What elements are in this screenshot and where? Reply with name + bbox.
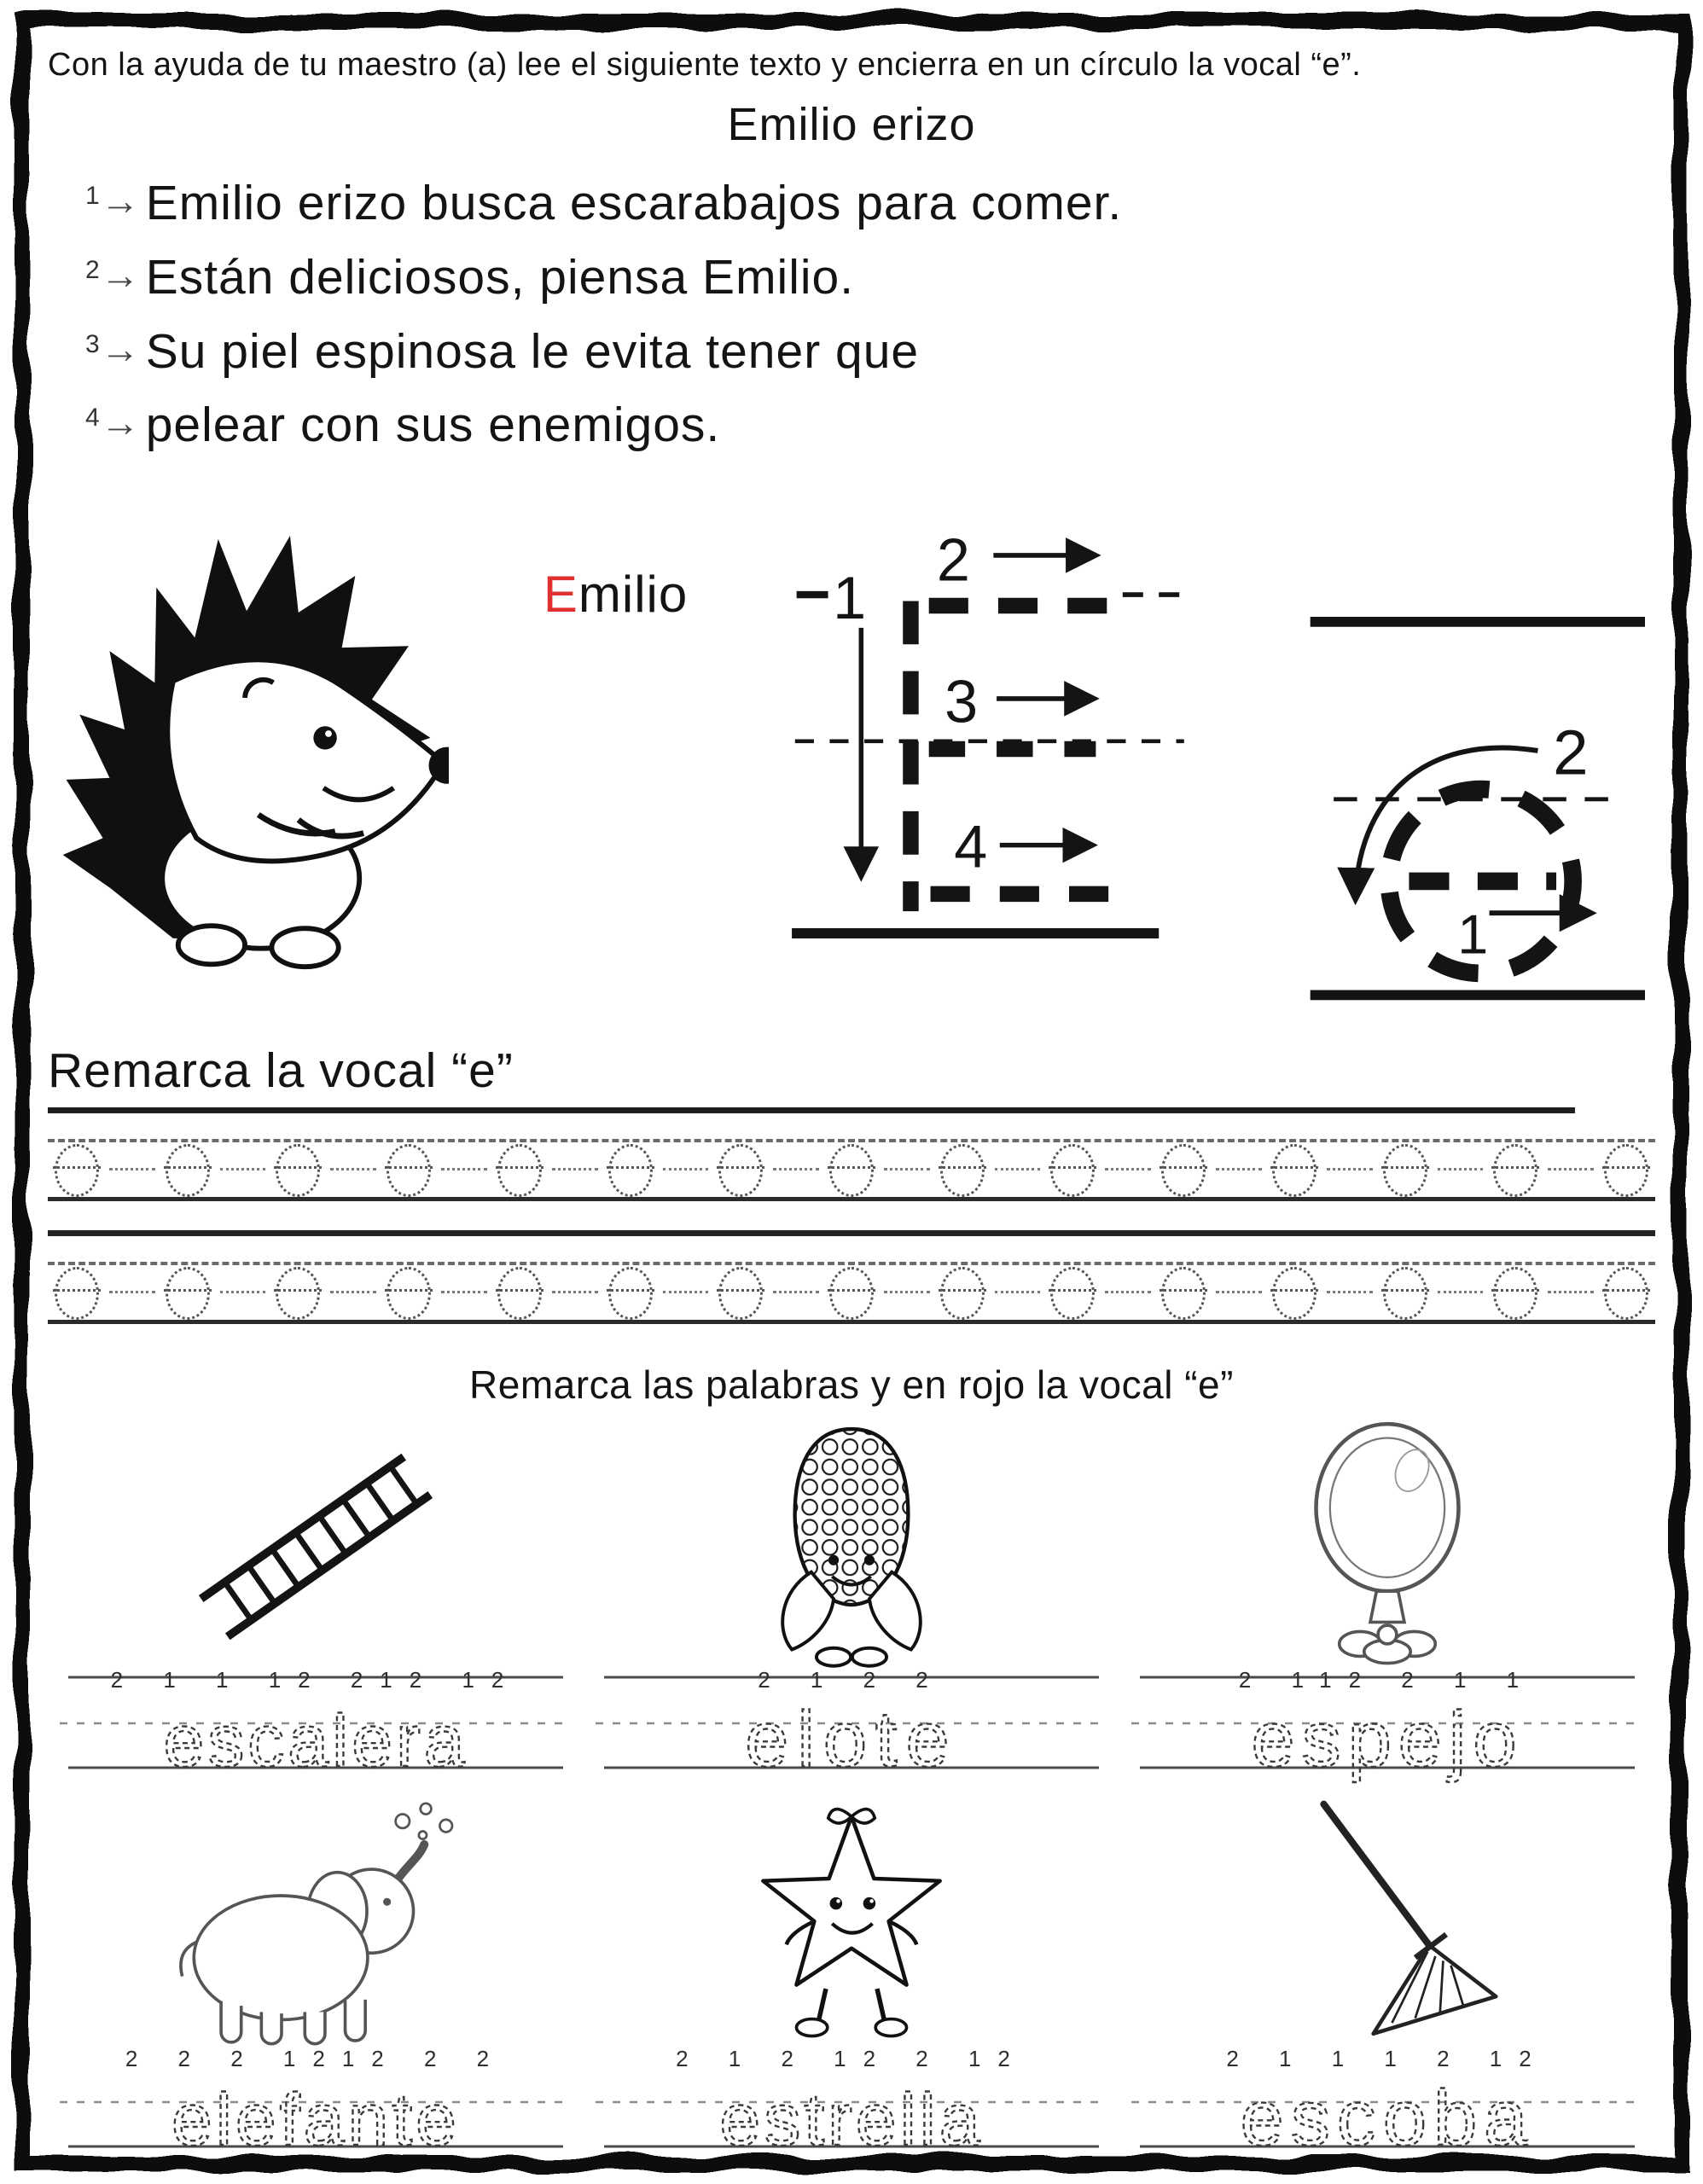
- dotted-letter-e: [829, 1267, 874, 1320]
- dotted-separator: [1438, 1291, 1484, 1293]
- letter-midline: [1160, 1166, 1207, 1169]
- letter-midline: [828, 1289, 875, 1292]
- dotted-separator: [663, 1291, 709, 1293]
- name-rest: milio: [578, 565, 689, 623]
- e-trace-row: [48, 1139, 1655, 1201]
- svg-text:elefante: elefante: [171, 2078, 461, 2161]
- dotted-letter-e: [55, 1144, 99, 1197]
- dotted-separator: [995, 1168, 1041, 1170]
- letter-midline: [1049, 1166, 1096, 1169]
- lowercase-e-tracing-guide: [1287, 575, 1655, 1010]
- dotted-letter-e: [387, 1267, 431, 1320]
- letter-midline: [274, 1289, 322, 1292]
- stroke-order-numbers: 2 1 2 2: [758, 1666, 945, 1693]
- picture-cell: [48, 1792, 584, 2049]
- line-text: Están deliciosos, piensa Emilio.: [145, 250, 855, 305]
- svg-text:4: 4: [954, 812, 988, 880]
- dotted-letter-e: [276, 1267, 320, 1320]
- dotted-separator: [773, 1291, 819, 1293]
- dotted-separator: [441, 1291, 487, 1293]
- dotted-letter-e: [940, 1144, 985, 1197]
- dotted-letter-e: [166, 1144, 210, 1197]
- letter-midline: [1049, 1289, 1096, 1292]
- dotted-letter-e: [166, 1267, 210, 1320]
- dotted-separator: [330, 1168, 376, 1170]
- dotted-letter-e: [608, 1267, 653, 1320]
- dotted-separator: [995, 1291, 1041, 1293]
- letter-midline: [164, 1166, 212, 1169]
- line-number: 1: [85, 182, 101, 211]
- letter-midline: [1491, 1166, 1539, 1169]
- svg-text:espejo: espejo: [1251, 1695, 1524, 1783]
- trace-section-header: [48, 1043, 1575, 1113]
- dotted-separator: [1548, 1168, 1594, 1170]
- letter-midline: [1491, 1289, 1539, 1292]
- letter-midline: [1602, 1289, 1650, 1292]
- dotted-letter-e: [1161, 1267, 1206, 1320]
- trace-section-heading: Remarca la vocal “e”: [48, 1043, 514, 1098]
- dotted-separator: [1438, 1168, 1484, 1170]
- letter-midline: [385, 1166, 433, 1169]
- reading-line-4: [85, 388, 1655, 462]
- dotted-separator: [552, 1168, 598, 1170]
- letter-midline: [1381, 1289, 1429, 1292]
- letter-midline: [717, 1166, 764, 1169]
- picture-cell: [584, 1413, 1119, 1670]
- svg-text:estrella: estrella: [719, 2078, 984, 2161]
- dotted-separator: [1216, 1168, 1262, 1170]
- letter-midline: [274, 1166, 322, 1169]
- letter-midline: [496, 1166, 543, 1169]
- stroke-order-numbers: 2 1 1 1 2 12: [1226, 2045, 1549, 2071]
- line-number: 3: [85, 329, 101, 358]
- hedgehog-image: [48, 486, 449, 981]
- dotted-letter-e: [1604, 1267, 1648, 1320]
- instruction-text: Con la ayuda de tu maestro (a) lee el siguiente texto y encierra en un círculo la vocal “e”.: [48, 47, 1362, 83]
- dotted-separator: [884, 1168, 930, 1170]
- row-separator-line: [48, 1230, 1655, 1236]
- dotted-letter-e: [718, 1144, 763, 1197]
- elephant-image: [153, 1793, 479, 2049]
- dotted-letter-e: [1272, 1144, 1316, 1197]
- broom-image: [1255, 1793, 1520, 2049]
- letter-midline: [53, 1166, 101, 1169]
- dotted-letter-e: [718, 1267, 763, 1320]
- letter-midline: [1602, 1166, 1650, 1169]
- dotted-separator: [109, 1168, 155, 1170]
- svg-text:escoba: escoba: [1240, 2074, 1535, 2162]
- letter-midline: [939, 1289, 986, 1292]
- mirror-image: [1287, 1414, 1488, 1670]
- line-text: pelear con sus enemigos.: [145, 398, 721, 453]
- traced-word-estrella: [584, 2045, 1119, 2170]
- stroke-order-numbers: 2 2 2 1212 2 2: [125, 2045, 507, 2071]
- dotted-separator: [1105, 1291, 1151, 1293]
- stroke-order-numbers: 2 1 2 12 2 12: [676, 2045, 1027, 2071]
- uppercase-e-tracing-guide: [782, 493, 1192, 964]
- dotted-letter-e: [829, 1144, 874, 1197]
- letter-midline: [1381, 1166, 1429, 1169]
- dotted-letter-e: [940, 1267, 985, 1320]
- svg-text:elote: elote: [745, 1695, 958, 1783]
- letter-midline: [164, 1289, 212, 1292]
- dotted-letter-e: [1383, 1267, 1427, 1320]
- letter-midline: [1160, 1289, 1207, 1292]
- dotted-separator: [773, 1168, 819, 1170]
- reading-lines: [85, 166, 1655, 462]
- dotted-separator: [552, 1291, 598, 1293]
- dotted-separator: [1327, 1291, 1373, 1293]
- letter-midline: [496, 1289, 543, 1292]
- line-number: 2: [85, 256, 101, 285]
- picture-cell: [48, 1413, 584, 1670]
- svg-text:1: 1: [833, 563, 867, 631]
- svg-text:3: 3: [944, 667, 979, 735]
- arrow-icon: →: [100, 178, 141, 224]
- corn-image: [740, 1417, 963, 1670]
- letter-midline: [607, 1289, 654, 1292]
- dotted-letter-e: [1050, 1144, 1095, 1197]
- ladder-image: [167, 1423, 464, 1670]
- star-image: [724, 1793, 979, 2049]
- dotted-letter-e: [1383, 1144, 1427, 1197]
- dotted-letter-e: [1493, 1267, 1537, 1320]
- dotted-letter-e: [1493, 1144, 1537, 1197]
- dotted-separator: [1216, 1291, 1262, 1293]
- reading-line-3: [85, 315, 1655, 389]
- picture-cell: [584, 1792, 1119, 2049]
- dotted-separator: [663, 1168, 709, 1170]
- letter-midline: [607, 1166, 654, 1169]
- svg-text:1: 1: [1457, 903, 1489, 966]
- letter-midline: [939, 1166, 986, 1169]
- dotted-letter-e: [608, 1144, 653, 1197]
- picture-cell: [1119, 1413, 1655, 1670]
- line-text: Su piel espinosa le evita tener que: [145, 323, 920, 379]
- e-trace-row: [48, 1262, 1655, 1324]
- dotted-separator: [441, 1168, 487, 1170]
- dotted-letter-e: [1161, 1144, 1206, 1197]
- svg-text:escalera: escalera: [163, 1699, 468, 1782]
- arrow-icon: →: [100, 400, 141, 445]
- letter-midline: [717, 1289, 764, 1292]
- words-section-heading: Remarca las palabras y en rojo la vocal “e”: [469, 1362, 1234, 1407]
- dotted-separator: [1548, 1291, 1594, 1293]
- dotted-separator: [884, 1291, 930, 1293]
- line-number: 4: [85, 404, 101, 433]
- line-text: Emilio erizo busca escarabajos para comer.: [145, 176, 1123, 231]
- reading-line-2: [85, 241, 1655, 315]
- dotted-letter-e: [276, 1144, 320, 1197]
- letter-midline: [828, 1166, 875, 1169]
- traced-word-elote: [584, 1666, 1119, 1792]
- dotted-letter-e: [55, 1267, 99, 1320]
- red-initial-e: E: [543, 565, 578, 623]
- traced-word-espejo: [1119, 1666, 1655, 1792]
- character-name-label: [543, 565, 688, 624]
- dotted-separator: [1327, 1168, 1373, 1170]
- dotted-letter-e: [497, 1267, 542, 1320]
- svg-text:2: 2: [1553, 717, 1589, 788]
- dotted-separator: [220, 1168, 266, 1170]
- words-grid: [48, 1413, 1655, 2170]
- dotted-letter-e: [1050, 1267, 1095, 1320]
- letter-midline: [385, 1289, 433, 1292]
- letter-midline: [1270, 1166, 1318, 1169]
- dotted-letter-e: [1272, 1267, 1316, 1320]
- dotted-separator: [220, 1291, 266, 1293]
- picture-cell: [1119, 1792, 1655, 2049]
- traced-word-escoba: [1119, 2045, 1655, 2170]
- arrow-icon: →: [100, 253, 141, 298]
- arrow-icon: →: [100, 326, 141, 371]
- dotted-letter-e: [1604, 1144, 1648, 1197]
- dotted-separator: [109, 1291, 155, 1293]
- story-title: Emilio erizo: [727, 99, 976, 151]
- dotted-separator: [1105, 1168, 1151, 1170]
- stroke-order-numbers: 2 112 2 1 1: [1238, 1666, 1537, 1693]
- letter-midline: [53, 1289, 101, 1292]
- dotted-letter-e: [387, 1144, 431, 1197]
- reading-line-1: [85, 166, 1655, 241]
- traced-word-elefante: [48, 2045, 584, 2170]
- stroke-order-numbers: 2 1 1 12 212 12: [110, 1666, 521, 1693]
- letter-midline: [1270, 1289, 1318, 1292]
- traced-word-escalera: [48, 1666, 584, 1792]
- dotted-separator: [330, 1291, 376, 1293]
- svg-text:2: 2: [937, 526, 971, 594]
- dotted-letter-e: [497, 1144, 542, 1197]
